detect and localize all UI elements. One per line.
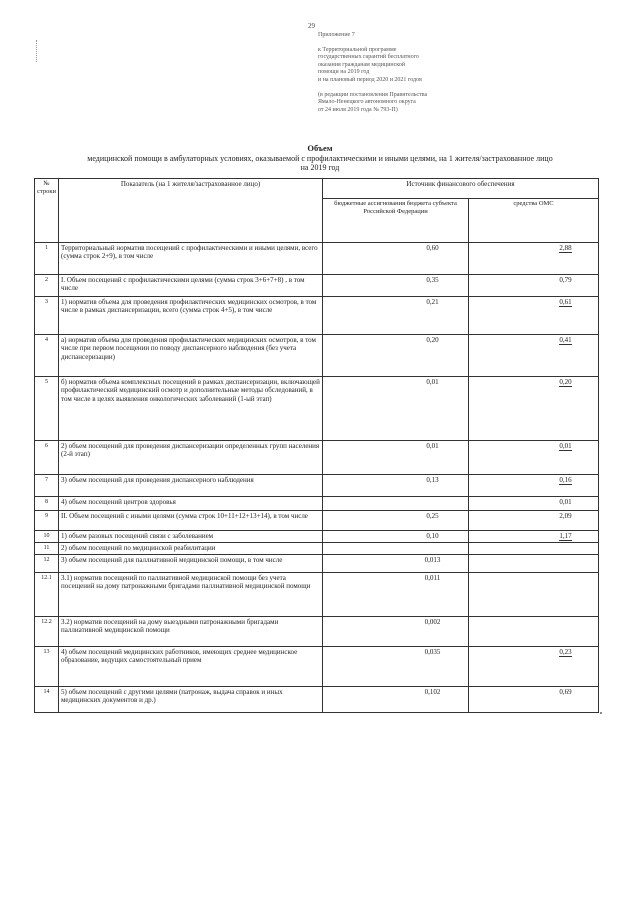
row-number: 9 (35, 511, 59, 531)
appendix-line: оказания гражданам медицинской (318, 61, 406, 68)
row-oms-cell (469, 497, 599, 511)
header-indicator: Показатель (на 1 жителя/застрахованное лицо) (59, 179, 323, 243)
row-budget-cell (323, 475, 469, 497)
row-oms-value: 2,88 (559, 244, 572, 252)
header-budget: бюджетные ассигнования бюджета субъекта Российской Федерации (323, 199, 469, 243)
row-indicator: 4) объем посещений центров здоровья (59, 497, 323, 511)
row-number: 11 (35, 543, 59, 554)
row-budget-value: 0,002 (424, 617, 441, 626)
row-budget-value: 0,035 (424, 647, 441, 656)
row-budget-cell (323, 646, 469, 686)
row-oms-value: 0,79 (559, 276, 572, 284)
row-oms-cell (469, 616, 599, 646)
row-oms-value: 0,69 (559, 687, 572, 696)
row-budget-value: 0,20 (426, 336, 439, 344)
appendix-line: к Территориальной программе (318, 46, 397, 53)
row-oms-cell (469, 686, 599, 712)
table-row (35, 511, 599, 531)
row-indicator: 1) объем разовых посещений связи с заболеванием (59, 531, 323, 543)
row-budget-cell (323, 243, 469, 275)
row-budget-value: 0,60 (426, 244, 439, 252)
header-oms: средства ОМС (469, 199, 599, 243)
row-budget-cell (323, 377, 469, 441)
row-oms-value: 0,41 (559, 336, 572, 344)
row-number: 1 (35, 243, 59, 275)
table-row (35, 335, 599, 377)
row-budget-cell (323, 275, 469, 297)
row-oms-value: 0,01 (559, 442, 572, 450)
table-row (35, 686, 599, 712)
table-row (35, 297, 599, 335)
row-budget-value: 0,21 (426, 298, 439, 306)
row-budget-value: 0,13 (426, 476, 439, 484)
decree-line: (в редакции постановления Правительства (318, 91, 428, 98)
row-number: 4 (35, 335, 59, 377)
row-indicator: а) норматив объема для проведения профилактических медицинских осмотров, в том числе при первом посещении по поводу диспансерного наблюдения (без учета диспансеризации) (59, 335, 323, 377)
row-indicator: 4) объем посещений медицинских работников, имеющих среднее медицинское образование, ведущих самостоятельный прием (59, 646, 323, 686)
row-number: 12 (35, 554, 59, 572)
page-number: 29 (308, 22, 315, 30)
row-budget-value: 0,25 (426, 512, 439, 520)
title-heading: Объем (307, 143, 333, 153)
row-oms-cell (469, 275, 599, 297)
row-indicator: Территориальный норматив посещений с профилактическими и иными целями, всего (сумма строк 2+9), в том числе (59, 243, 323, 275)
row-number: 12.1 (35, 572, 59, 616)
row-budget-cell (323, 554, 469, 572)
margin-dot (600, 712, 602, 714)
title-subtitle: медицинской помощи в амбулаторных условиях, оказываемой с профилактическими и иными целями, на 1 жителя/застрахованное лицо (87, 153, 553, 163)
margin-mark (36, 40, 38, 62)
row-indicator: II. Объем посещений с иными целями (сумма строк 10+11+12+13+14), в том числе (59, 511, 323, 531)
row-number: 13 (35, 646, 59, 686)
title-year: на 2019 год (300, 163, 340, 172)
row-oms-cell (469, 554, 599, 572)
row-budget-value: 0,35 (426, 276, 439, 284)
row-oms-cell (469, 441, 599, 475)
row-indicator: I. Объем посещений с профилактическими целями (сумма строк 3+6+7+8) , в том числе (59, 275, 323, 297)
table-row (35, 441, 599, 475)
row-number: 10 (35, 531, 59, 543)
row-number: 3 (35, 297, 59, 335)
row-budget-value: 0,10 (426, 532, 439, 540)
volume-table (34, 178, 599, 713)
row-oms-cell (469, 475, 599, 497)
row-budget-cell (323, 572, 469, 616)
row-budget-cell (323, 531, 469, 543)
table-row (35, 275, 599, 297)
row-number: 2 (35, 275, 59, 297)
table-row (35, 497, 599, 511)
row-budget-value: 0,01 (426, 442, 439, 450)
row-oms-cell (469, 572, 599, 616)
row-budget-cell (323, 335, 469, 377)
row-indicator: 3.1) норматив посещений по паллиативной медицинской помощи без учета посещений на дому патронажными бригадами паллиативной медицинской помощи (59, 572, 323, 616)
header-row-number: № строки (35, 179, 59, 243)
appendix-line: помощи на 2019 год (318, 69, 370, 76)
row-oms-cell (469, 377, 599, 441)
row-oms-cell (469, 646, 599, 686)
table-row (35, 377, 599, 441)
row-budget-cell (323, 511, 469, 531)
row-budget-cell (323, 686, 469, 712)
row-oms-cell (469, 531, 599, 543)
decree-line: от 24 июля 2019 года № 793-П) (318, 106, 398, 113)
table-row (35, 616, 599, 646)
row-number: 7 (35, 475, 59, 497)
row-budget-cell (323, 441, 469, 475)
row-oms-cell (469, 297, 599, 335)
row-oms-value: 0,16 (559, 476, 572, 484)
row-indicator: б) норматив объема комплексных посещений в рамках диспансеризации, включающей профилактический медицинский осмотр и дополнительные методы обследований, в том числе в целях выявления онкологических заболеваний (1-ый этап) (59, 377, 323, 441)
appendix-label: Приложение 7 (318, 32, 355, 38)
row-indicator: 5) объем посещений с другими целями (патронаж, выдача справок и иных медицинских документов и др.) (59, 686, 323, 712)
table-row (35, 475, 599, 497)
row-number: 12.2 (35, 616, 59, 646)
row-indicator: 3) объем посещений для проведения диспансерного наблюдения (59, 475, 323, 497)
row-budget-cell (323, 543, 469, 554)
row-budget-value: 0,011 (424, 573, 441, 582)
row-indicator: 2) объем посещений для проведения диспансеризации определенных групп населения (2-й этап) (59, 441, 323, 475)
row-indicator: 2) объем посещений по медицинской реабилитации (59, 543, 323, 554)
decree-line: Ямало-Ненецкого автономного округа (318, 99, 416, 106)
row-budget-value: 0,01 (426, 378, 439, 386)
table-row (35, 543, 599, 554)
row-oms-cell (469, 543, 599, 554)
table-row (35, 554, 599, 572)
row-indicator: 3.2) норматив посещений на дому выездными патронажными бригадами паллиативной медицинской помощи (59, 616, 323, 646)
row-number: 6 (35, 441, 59, 475)
row-budget-cell (323, 497, 469, 511)
row-indicator: 3) объем посещений для паллиативной медицинской помощи, в том числе (59, 554, 323, 572)
row-oms-value: 2,09 (559, 512, 572, 520)
document-title (30, 144, 610, 173)
row-budget-value: 0,013 (424, 555, 441, 564)
row-oms-cell (469, 511, 599, 531)
row-oms-value: 0,23 (559, 647, 572, 656)
header-funding-source: Источник финансового обеспечения (323, 179, 599, 199)
appendix-block (318, 32, 508, 114)
table-row (35, 646, 599, 686)
row-oms-value: 1,17 (559, 532, 572, 540)
row-number: 14 (35, 686, 59, 712)
row-budget-cell (323, 297, 469, 335)
row-number: 8 (35, 497, 59, 511)
row-budget-value: 0,102 (424, 687, 441, 696)
row-oms-value: 0,01 (559, 498, 572, 506)
row-number: 5 (35, 377, 59, 441)
row-oms-cell (469, 243, 599, 275)
table-row (35, 531, 599, 543)
row-oms-value: 0,20 (559, 378, 572, 386)
appendix-line: и на плановый период 2020 и 2021 годов (318, 76, 422, 83)
appendix-line: государственных гарантий бесплатного (318, 54, 419, 61)
row-budget-cell (323, 616, 469, 646)
row-indicator: 1) норматив объема для проведения профилактических медицинских осмотров, в том числе в рамках диспансеризации, всего (сумма строк 4+5), в том числе (59, 297, 323, 335)
row-oms-value: 0,61 (559, 298, 572, 306)
table-row (35, 572, 599, 616)
table-row (35, 243, 599, 275)
row-oms-cell (469, 335, 599, 377)
